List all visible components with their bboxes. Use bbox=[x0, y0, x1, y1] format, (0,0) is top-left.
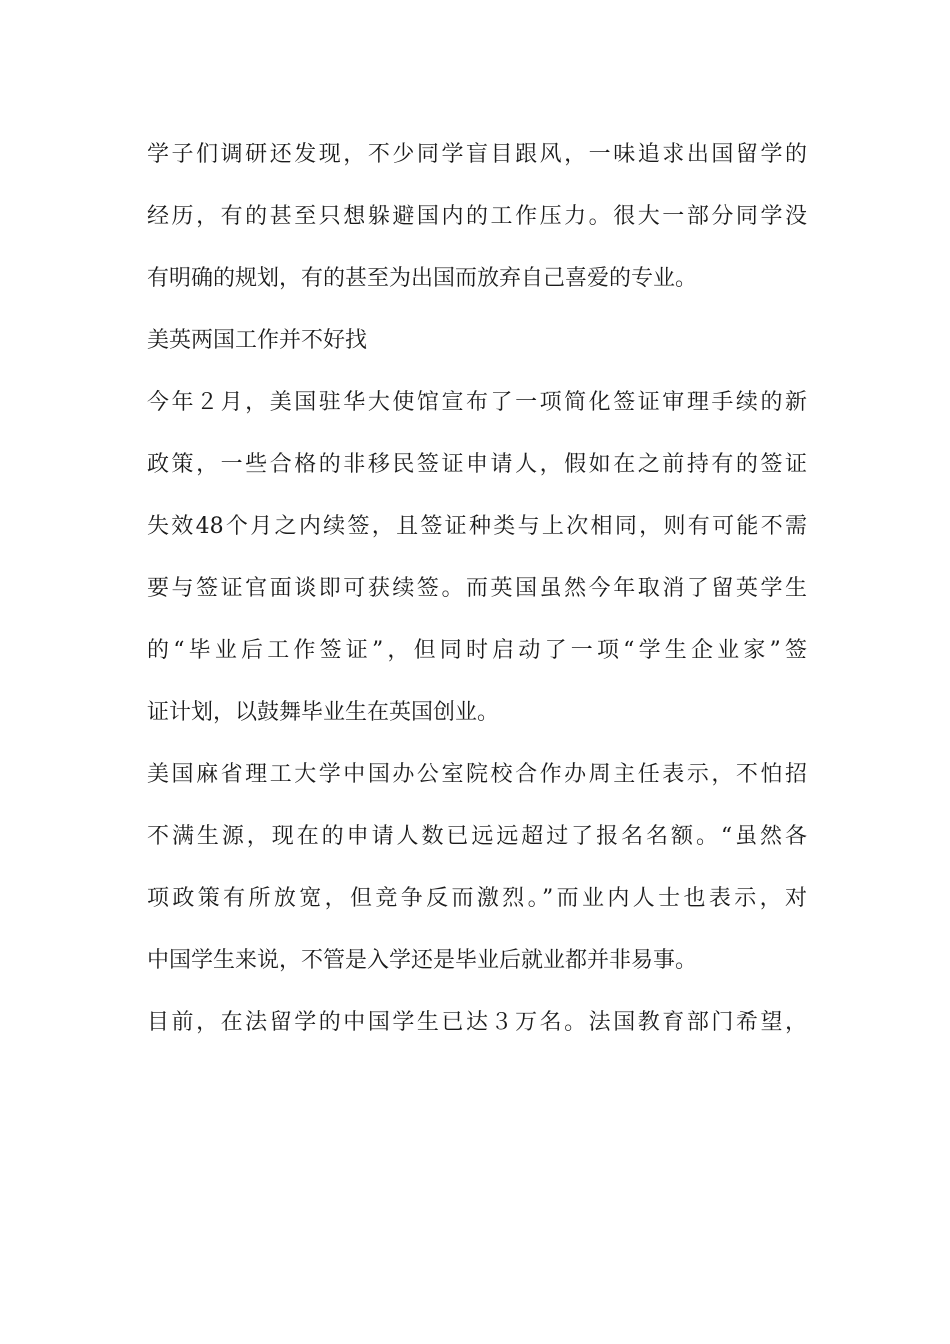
text-line: 今年２月，美国驻华大使馆宣布了一项简化签证审理手续的新 bbox=[147, 390, 807, 415]
document-body bbox=[147, 124, 807, 1054]
text-line: 有明确的规划，有的甚至为出国而放弃自己喜爱的专业。 bbox=[147, 266, 698, 291]
text-line: 政策，一些合格的非移民签证申请人，假如在之前持有的签证 bbox=[147, 452, 807, 477]
text-line: 学子们调研还发现，不少同学盲目跟风，一味追求出国留学的 bbox=[147, 142, 807, 167]
text-line: 要与签证官面谈即可获续签。而英国虽然今年取消了留英学生 bbox=[147, 576, 807, 601]
section-heading: 美英两国工作并不好找 bbox=[147, 328, 368, 353]
text-line: 目前，在法留学的中国学生已达３万名。法国教育部门希望， bbox=[147, 1010, 807, 1035]
text-line: 经历，有的甚至只想躲避国内的工作压力。很大一部分同学没 bbox=[147, 204, 807, 229]
text-line: 美国麻省理工大学中国办公室院校合作办周主任表示，不怕招 bbox=[147, 762, 807, 787]
text-line: 项政策有所放宽，但竞争反而激烈。”而业内人士也表示，对 bbox=[147, 886, 807, 911]
text-line: 失效48个月之内续签，且签证种类与上次相同，则有可能不需 bbox=[147, 514, 807, 539]
text-line: 证计划，以鼓舞毕业生在英国创业。 bbox=[147, 700, 500, 725]
text-line: 的“毕业后工作签证”，但同时启动了一项“学生企业家”签 bbox=[147, 638, 807, 663]
text-line: 不满生源，现在的申请人数已远远超过了报名名额。“虽然各 bbox=[147, 824, 807, 849]
text-line: 中国学生来说，不管是入学还是毕业后就业都并非易事。 bbox=[147, 948, 698, 973]
